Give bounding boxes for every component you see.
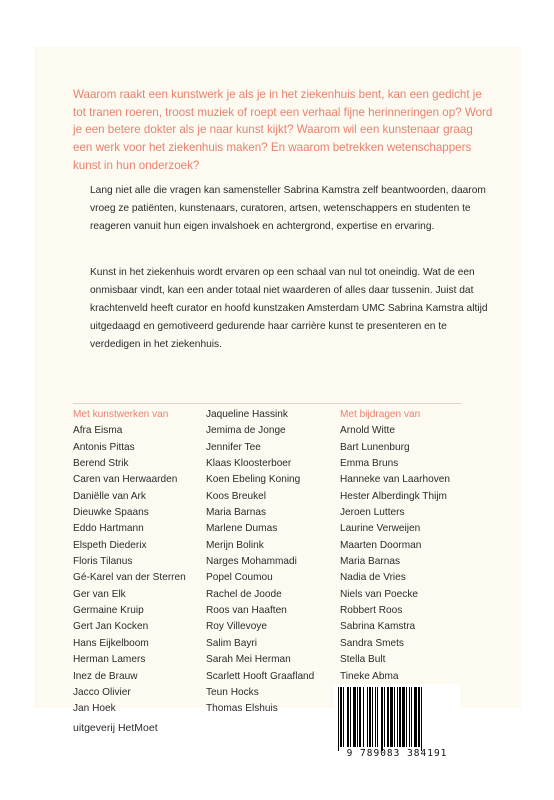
artist-name: Rachel de Joode [206, 588, 282, 600]
artists-column-1 [73, 403, 213, 718]
barcode-bar [414, 687, 417, 747]
barcode-bar [394, 687, 395, 747]
artist-name: Daniëlle van Ark [73, 490, 146, 502]
artist-name: Scarlett Hooft Graafland [206, 670, 315, 682]
contributor-name: Bart Lunenburg [340, 441, 410, 453]
barcode-bars [338, 687, 456, 747]
artist-name: Hans Eijkelboom [73, 637, 149, 649]
artist-name: Sarah Mei Herman [206, 654, 291, 666]
artist-name: Elspeth Diederix [73, 539, 147, 551]
contributor-name: Sabrina Kamstra [340, 621, 416, 633]
barcode-bar [377, 687, 378, 747]
isbn-barcode [334, 684, 460, 762]
paragraph-1: Lang niet alle die vragen kan samensteller Sabrina Kamstra zelf beantwoorden, daarom vroeg ze patiënten, kunstenaars, curatoren, artsen, wetenschappers en studenten te reageren vanuit hun eigen invalshoek en achtergrond, expertise en ervaring. [90, 185, 486, 232]
barcode-bar [369, 687, 371, 747]
artist-name: Afra Eisma [73, 425, 123, 437]
artist-name: Narges Mohammadi [206, 556, 297, 568]
artist-name: Ger van Elk [73, 588, 126, 600]
contributors-heading: Met bijdragen van [340, 409, 421, 420]
publisher-name: uitgeverij HetMoet [73, 722, 158, 734]
barcode-bar [350, 687, 351, 747]
barcode-bar [338, 687, 339, 751]
contributor-name: Hester Alberdingk Thijm [340, 490, 447, 502]
paragraph-2: Kunst in het ziekenhuis wordt ervaren op een schaal van nul tot oneindig. Wat de een onmisbaar vindt, kan een ander totaal niet waarderen of alles daar tussenin. Juist dat krachtenveld heeft curator en hoofd kunstzaken Amsterdam UMC Sabrina Kamstra altijd uitgedaagd en gemotiveerd gedurende haar carrière kunst te presenteren en te verdedigen in het ziekenhuis. [90, 267, 488, 350]
contributor-name: Stella Bult [340, 654, 386, 666]
artist-name: Marlene Dumas [206, 523, 278, 535]
barcode-bar [353, 687, 356, 747]
artists-heading: Met kunstwerken van [73, 409, 169, 420]
artist-name: Klaas Kloosterboer [206, 458, 292, 470]
artist-name: Germaine Kruip [73, 605, 144, 617]
contributors-column [340, 403, 462, 685]
artist-name: Thomas Elshuis [206, 703, 278, 715]
barcode-bar [367, 687, 368, 747]
contributor-name: Maria Barnas [340, 556, 401, 568]
barcode-bar [357, 687, 358, 747]
contributor-name: Arnold Witte [340, 425, 395, 437]
artist-name: Gé-Karel van der Sterren [73, 572, 186, 584]
contributor-name: Emma Bruns [340, 458, 399, 470]
artist-name: Popel Coumou [206, 572, 273, 584]
contributor-name: Hanneke van Laarhoven [340, 474, 450, 486]
artist-name: Jaqueline Hassink [206, 409, 288, 420]
barcode-bar [343, 687, 344, 747]
barcode-bar [409, 687, 410, 747]
artist-name: Gert Jan Kocken [73, 621, 149, 633]
barcode-bar [387, 687, 389, 747]
artist-name: Jemima de Jonge [206, 425, 286, 437]
artist-name: Jan Hoek [73, 703, 116, 715]
barcode-bar [359, 687, 361, 747]
artist-name: Salim Bayri [206, 637, 258, 649]
artist-name: Maria Barnas [206, 507, 267, 519]
contributor-name: Laurine Verweijen [340, 523, 421, 535]
artist-name: Inez de Brauw [73, 670, 138, 682]
barcode-bar [397, 687, 398, 747]
artist-name: Teun Hocks [206, 686, 259, 698]
barcode-bar [363, 687, 364, 747]
contributor-name: Nadia de Vries [340, 572, 406, 584]
artist-name: Koen Ebeling Koning [206, 474, 301, 486]
contributor-name: Robbert Roos [340, 605, 403, 617]
artist-name: Jennifer Tee [206, 441, 261, 453]
isbn-number: 9 789083 384191 [346, 748, 448, 759]
barcode-bar [375, 687, 376, 747]
artist-name: Merijn Bolink [206, 539, 264, 551]
barcode-bar [418, 687, 420, 747]
barcode-bar [421, 687, 422, 751]
contributor-name: Jeroen Lutters [340, 507, 405, 519]
intro-questions: Waarom raakt een kunstwerk je als je in het ziekenhuis bent, kan een gedicht je tot tranen roeren, troost muziek of roept een verhaal fijne herinneringen op? Word je een betere dokter als je naar kunst kijkt? Waarom wil een kunstenaar graag een werk voor het ziekenhuis maken? En waarom betrekken wetenschappers kunst in hun onderzoek? [73, 88, 493, 172]
barcode-bar [406, 687, 407, 747]
artist-name: Koos Breukel [206, 490, 267, 502]
barcode-bar [390, 687, 393, 747]
artist-name: Caren van Herwaarden [73, 474, 178, 486]
artists-column-2 [206, 403, 346, 718]
barcode-bar [340, 687, 342, 747]
artist-name: Jacco Olivier [73, 686, 131, 698]
barcode-bar [402, 687, 405, 747]
barcode-bar [411, 687, 412, 747]
barcode-bar [381, 687, 383, 751]
contributor-name: Tineke Abma [340, 670, 399, 682]
artist-name: Dieuwke Spaans [73, 507, 149, 519]
contributor-name: Niels van Poecke [340, 588, 418, 600]
barcode-bar [384, 687, 385, 747]
contributor-name: Maarten Doorman [340, 539, 422, 551]
barcode-bar [372, 687, 373, 747]
artist-name: Berend Strik [73, 458, 129, 470]
artist-name: Antonis Pittas [73, 441, 135, 453]
barcode-bar [399, 687, 401, 747]
barcode-bar [347, 687, 349, 747]
artist-name: Eddo Hartmann [73, 523, 144, 535]
artist-name: Roy Villevoye [206, 621, 267, 633]
artist-name: Roos van Haaften [206, 605, 287, 617]
artist-name: Floris Tilanus [73, 556, 133, 568]
artist-name: Herman Lamers [73, 654, 146, 666]
contributor-name: Sandra Smets [340, 637, 404, 649]
